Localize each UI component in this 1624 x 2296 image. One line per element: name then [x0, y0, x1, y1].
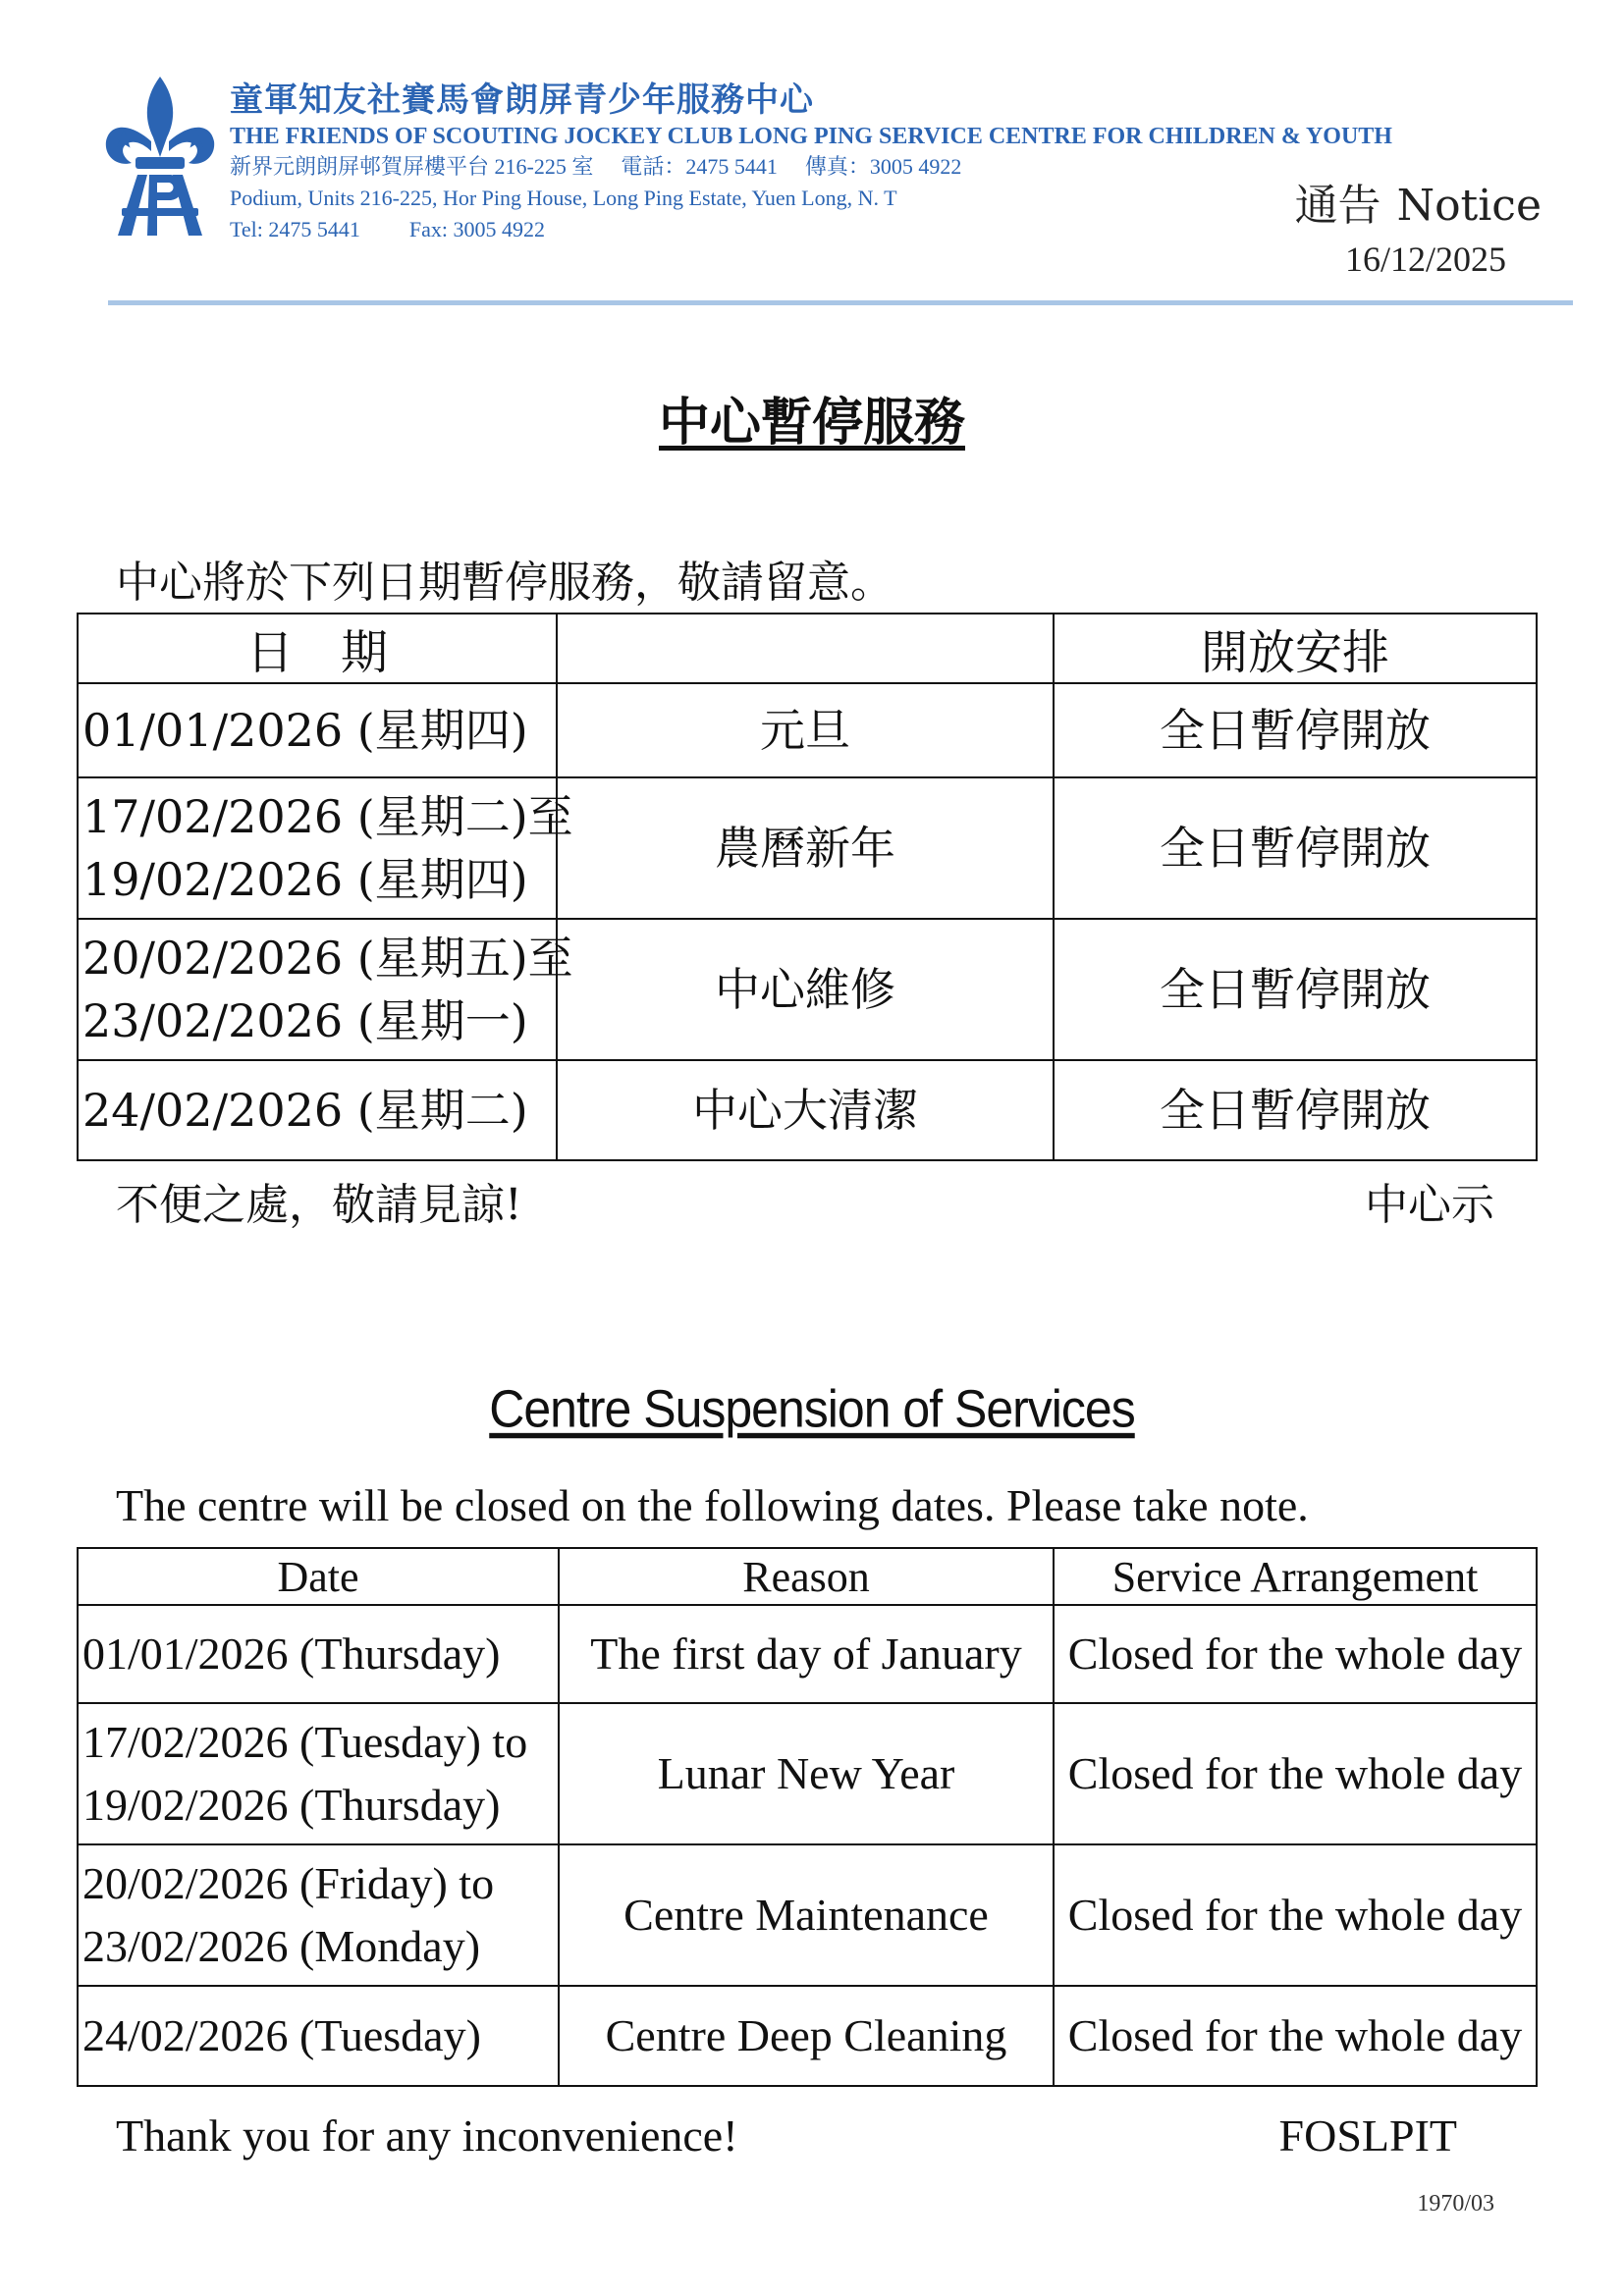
col-header-date: Date [78, 1548, 559, 1605]
contact-zh [230, 151, 1392, 183]
schedule-table-zh [77, 613, 1538, 1161]
cell-arrangement: Closed for the whole day [1054, 1605, 1537, 1703]
contact-en [230, 214, 1392, 245]
cell-arrangement: 全日暫停開放 [1054, 777, 1537, 919]
header-divider [108, 300, 1573, 305]
cell-reason: Centre Deep Cleaning [559, 1986, 1054, 2086]
col-header-reason: Reason [559, 1548, 1054, 1605]
col-header-reason [557, 614, 1054, 683]
table-row [78, 1703, 1537, 1844]
fax-en: Fax: 3005 4922 [408, 217, 546, 241]
closing-zh: 不便之處，敬請見諒! [116, 1180, 522, 1230]
notice-title-zh: 通告 [1294, 181, 1381, 231]
cell-date: 24/02/2026 (Tuesday) [78, 1986, 559, 2086]
document-number: 1970/03 [1417, 2191, 1494, 2216]
letterhead [230, 79, 1392, 245]
cell-arrangement: 全日暫停開放 [1054, 683, 1537, 777]
cell-arrangement: Closed for the whole day [1054, 1986, 1537, 2086]
col-header-arrangement: 開放安排 [1054, 614, 1537, 683]
table-row [78, 1844, 1537, 1986]
phone-zh: 電話：2475 5441 [621, 154, 778, 179]
notice-block [1295, 179, 1542, 285]
cell-arrangement: 全日暫停開放 [1054, 919, 1537, 1060]
cell-date: 17/02/2026 (星期二)至 19/02/2026 (星期四) [78, 777, 557, 919]
col-header-date: 日 期 [78, 614, 557, 683]
cell-date: 24/02/2026 (星期二) [78, 1060, 557, 1160]
cell-date: 20/02/2026 (Friday) to 23/02/2026 (Monday) [78, 1844, 559, 1986]
org-name-en: THE FRIENDS OF SCOUTING JOCKEY CLUB LONG PING SERVICE CENTRE FOR CHILDREN & YOUTH [230, 124, 1392, 149]
table-row [78, 919, 1537, 1060]
cell-date: 01/01/2026 (Thursday) [78, 1605, 559, 1703]
heading-zh: 中心暫停服務 [658, 393, 965, 453]
cell-reason: 元旦 [557, 683, 1054, 777]
notice-date: 16/12/2025 [1344, 240, 1506, 279]
cell-arrangement: 全日暫停開放 [1054, 1060, 1537, 1160]
cell-reason: Lunar New Year [559, 1703, 1054, 1844]
signoff-zh: 中心示 [1365, 1180, 1494, 1230]
notice-title-en: Notice [1396, 181, 1542, 231]
table-row [78, 683, 1537, 777]
table-row [78, 777, 1537, 919]
cell-date: 20/02/2026 (星期五)至 23/02/2026 (星期一) [78, 919, 557, 1060]
cell-date: 17/02/2026 (Tuesday) to 19/02/2026 (Thursday) [78, 1703, 559, 1844]
intro-zh: 中心將於下列日期暫停服務，敬請留意。 [116, 558, 893, 608]
schedule-table-en [77, 1547, 1538, 2087]
cell-reason: 農曆新年 [557, 777, 1054, 919]
intro-en: The centre will be closed on the following dates. Please take note. [116, 1480, 1309, 1530]
table-header-row [78, 1548, 1537, 1605]
cell-arrangement: Closed for the whole day [1054, 1844, 1537, 1986]
cell-arrangement: Closed for the whole day [1054, 1703, 1537, 1844]
cell-reason: 中心大清潔 [557, 1060, 1054, 1160]
col-header-arrangement: Service Arrangement [1054, 1548, 1537, 1605]
heading-en: Centre Suspension of Services [489, 1378, 1135, 1439]
cell-reason: Centre Maintenance [559, 1844, 1054, 1986]
address-en: Podium, Units 216-225, Hor Ping House, Long Ping Estate, Yuen Long, N. T [230, 186, 897, 210]
cell-reason: The first day of January [559, 1605, 1054, 1703]
table-row [78, 1060, 1537, 1160]
address-zh: 新界元朗朗屏邨賀屏樓平台 216-225 室 [230, 154, 594, 179]
table-header-row [78, 614, 1537, 683]
fax-zh: 傳真：3005 4922 [804, 154, 962, 179]
notice-title [1295, 179, 1542, 234]
table-row [78, 1605, 1537, 1703]
closing-en: Thank you for any inconvenience! [116, 2110, 738, 2161]
cell-date: 01/01/2026 (星期四) [78, 683, 557, 777]
cell-reason: 中心維修 [557, 919, 1054, 1060]
phone-en: Tel: 2475 5441 [230, 217, 360, 241]
org-name-zh: 童軍知友社賽馬會朗屏青少年服務中心 [230, 80, 814, 120]
table-row [78, 1986, 1537, 2086]
signoff-en: FOSLPIT [1278, 2110, 1457, 2161]
fleur-de-lis-logo-icon [102, 73, 218, 238]
